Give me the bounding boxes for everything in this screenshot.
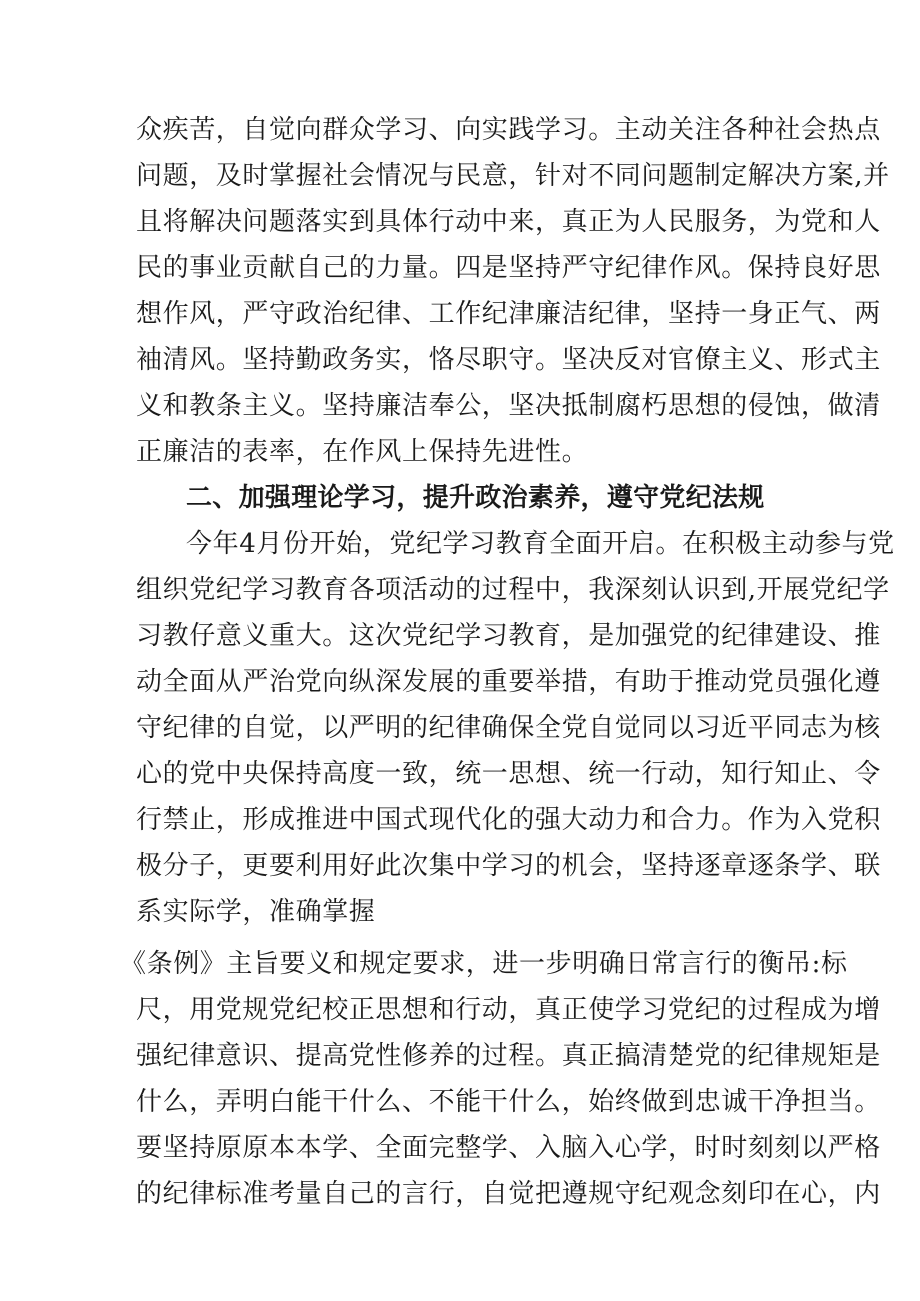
text-line: 守纪律的自觉，以严明的纪律确保全党自觉同以习近平同志为核 — [136, 713, 881, 743]
text-line: 要坚持原原本本学、全面完整学、入脑入心学，时时刻刻以严格 — [136, 1133, 881, 1163]
text-line: 动全面从严治党向纵深发展的重要举措，有助于推动党员强化遵 — [136, 667, 881, 697]
text-line: 且将解决问题落实到具体行动中来，真正为人民服务，为党和人 — [136, 207, 881, 237]
text-line: 想作风，严守政治纪律、工作纪津廉洁纪律，坚持一身正气、两 — [136, 299, 881, 329]
text-line: 习教仔意义重大。这次党纪学习教育，是加强党的纪律建设、推 — [136, 621, 881, 651]
text-line: 民的事业贡献自己的力量。四是坚持严守纪律作风。保持良好思 — [136, 253, 881, 283]
text-line: 众疾苦，自觉向群众学习、向实践学习。主动关注各种社会热点 — [136, 115, 881, 145]
text-line: 袖清风。坚持勤政务实，恪尽职守。坚决反对官僚主义、形式主 — [136, 345, 881, 375]
text-line: 什么，弄明白能干什么、不能干什么，始终做到忠诚干净担当。 — [136, 1087, 881, 1117]
text-line: 尺，用党规党纪校正思想和行动，真正使学习党纪的过程成为增 — [136, 995, 881, 1025]
text-line: 系实际学，准确掌握 — [136, 897, 376, 927]
text-line: 心的党中央保持高度一致，统一思想、统一行动，知行知止、令 — [136, 759, 881, 789]
text-line: 问题，及时掌握社会情况与民意，针对不同问题制定解决方案,并 — [136, 161, 890, 191]
text-line: 行禁止，形成推进中国式现代化的强大动力和合力。作为入党积 — [136, 805, 881, 835]
section-heading: 二、加强理论学习，提升政治素养，遵守党纪法规 — [186, 483, 765, 513]
text-line: 极分子，更要利用好此次集中学习的机会，坚持逐章逐条学、联 — [136, 851, 881, 881]
text-line: 的纪律标准考量自己的言行，自觉把遵规守纪观念刻印在心，内 — [136, 1179, 881, 1209]
text-line: 正廉洁的表率，在作风上保持先进性。 — [136, 437, 589, 467]
text-line: 义和教条主义。坚持廉洁奉公，坚决抵制腐朽思想的侵蚀，做清 — [136, 391, 881, 421]
text-line: 《条例》主旨要义和规定要求，进一步明确日常言行的衡吊:标 — [120, 949, 848, 979]
text-line: 强纪律意识、提高党性修养的过程。真正搞清楚党的纪律规矩是 — [136, 1041, 881, 1071]
text-line: 组织党纪学习教育各项活动的过程中，我深刻认识到,开展党纪学 — [136, 575, 890, 605]
text-line: 今年4月份开始，党纪学习教育全面开启。在积极主动参与党 — [186, 529, 895, 559]
